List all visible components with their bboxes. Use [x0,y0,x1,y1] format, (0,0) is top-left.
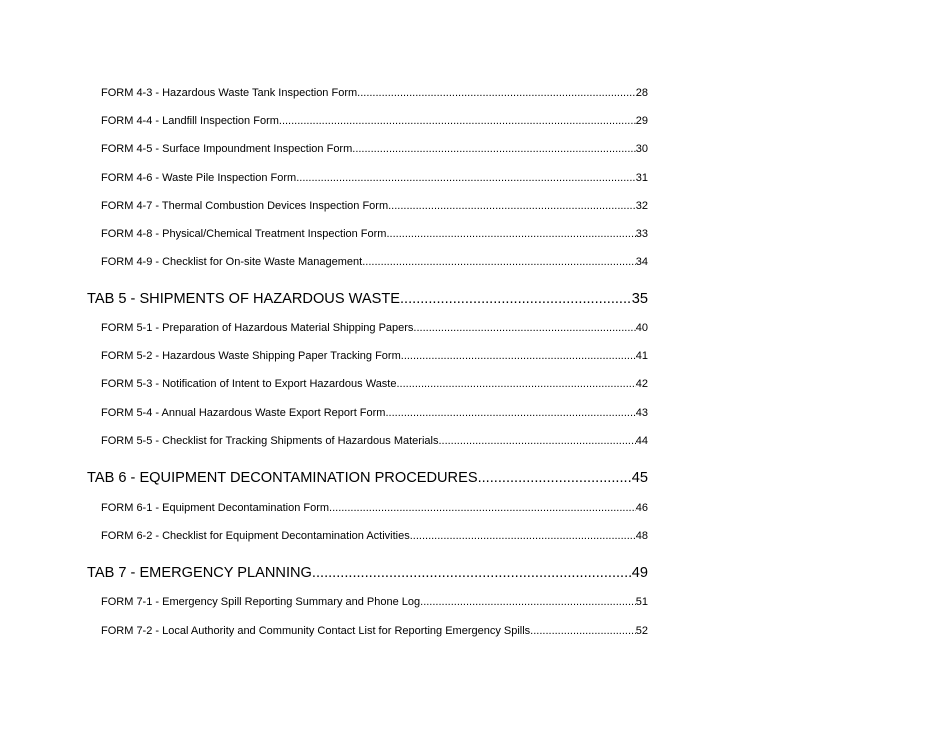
dot-leader [530,624,636,638]
toc-entry-tab-6[interactable] [87,469,648,487]
toc-entry-page: 29 [635,115,648,127]
toc-entry-tab-5[interactable] [87,290,648,308]
toc-entry-title: TAB 7 - EMERGENCY PLANNING [87,565,312,581]
toc-entry-title: FORM 5-5 - Checklist for Tracking Shipments of Hazardous Materials [101,435,439,447]
toc-entry-title: FORM 4-6 - Waste Pile Inspection Form [101,172,297,184]
dot-leader [362,255,636,269]
toc-entry-form-5-5[interactable] [101,434,648,448]
toc-entry-page: 48 [635,530,648,542]
dot-leader [388,199,636,213]
toc-entry-form-4-4[interactable] [101,114,648,128]
toc-entry-title: FORM 6-2 - Checklist for Equipment Decontamination Activities [101,530,410,542]
toc-entry-page: 35 [631,291,648,307]
dot-leader [296,171,636,185]
toc-entry-form-4-9[interactable] [101,255,648,269]
toc-entry-title: TAB 6 - EQUIPMENT DECONTAMINATION PROCEDURES [87,470,478,486]
toc-entry-form-4-5[interactable] [101,142,648,156]
dot-leader [438,434,635,448]
dot-leader [478,469,632,487]
toc-entry-title: FORM 4-3 - Hazardous Waste Tank Inspection Form [101,87,358,99]
toc-entry-page: 45 [631,470,648,486]
toc-entry-page: 33 [635,228,648,240]
toc-entry-title: FORM 4-9 - Checklist for On-site Waste Management [101,256,363,268]
toc-entry-title: FORM 7-2 - Local Authority and Community Contact List for Reporting Emergency Spills [101,625,531,637]
toc-entry-page: 32 [635,200,648,212]
dot-leader [357,86,636,100]
dot-leader [385,406,635,420]
dot-leader [401,349,636,363]
toc-entry-form-4-7[interactable] [101,199,648,213]
toc-entry-form-4-6[interactable] [101,171,648,185]
toc-entry-page: 46 [635,502,648,514]
dot-leader [413,321,635,335]
toc-entry-title: FORM 4-5 - Surface Impoundment Inspection Form [101,143,353,155]
toc-entry-page: 41 [635,350,648,362]
toc-entry-page: 28 [635,87,648,99]
toc-entry-form-7-2[interactable] [101,624,648,638]
toc-entry-form-5-4[interactable] [101,406,648,420]
toc-entry-title: FORM 4-8 - Physical/Chemical Treatment Inspection Form [101,228,387,240]
dot-leader [420,595,636,609]
toc-entry-title: TAB 5 - SHIPMENTS OF HAZARDOUS WASTE [87,291,400,307]
dot-leader [410,529,636,543]
toc-entry-page: 34 [635,256,648,268]
toc-entry-title: FORM 5-4 - Annual Hazardous Waste Export Report Form [101,407,386,419]
toc-entry-page: 43 [635,407,648,419]
toc-entry-title: FORM 4-7 - Thermal Combustion Devices Inspection Form [101,200,389,212]
toc-entry-title: FORM 4-4 - Landfill Inspection Form [101,115,279,127]
toc-entry-page: 51 [635,596,648,608]
toc-entry-page: 49 [631,565,648,581]
toc-entry-form-5-2[interactable] [101,349,648,363]
toc-entry-form-6-1[interactable] [101,501,648,515]
toc-entry-form-5-3[interactable] [101,377,648,391]
toc-entry-form-5-1[interactable] [101,321,648,335]
toc-entry-title: FORM 6-1 - Equipment Decontamination Form [101,502,330,514]
dot-leader [400,290,632,308]
toc-entry-page: 52 [635,625,648,637]
toc-entry-page: 40 [635,322,648,334]
toc-entry-title: FORM 5-3 - Notification of Intent to Export Hazardous Waste [101,378,397,390]
dot-leader [352,142,635,156]
toc-entry-page: 44 [635,435,648,447]
dot-leader [386,227,635,241]
toc-entry-form-4-8[interactable] [101,227,648,241]
toc-entry-tab-7[interactable] [87,564,648,582]
toc-entry-page: 31 [635,172,648,184]
dot-leader [397,377,636,391]
toc-entry-page: 30 [635,143,648,155]
toc-entry-form-7-1[interactable] [101,595,648,609]
dot-leader [279,114,636,128]
toc-entry-page: 42 [635,378,648,390]
toc-entry-form-4-3[interactable] [101,86,648,100]
toc-entry-title: FORM 5-2 - Hazardous Waste Shipping Paper Tracking Form [101,350,401,362]
toc-entry-title: FORM 7-1 - Emergency Spill Reporting Summary and Phone Log [101,596,421,608]
dot-leader [312,564,632,582]
toc-entry-form-6-2[interactable] [101,529,648,543]
toc-entry-title: FORM 5-1 - Preparation of Hazardous Material Shipping Papers [101,322,414,334]
dot-leader [329,501,636,515]
